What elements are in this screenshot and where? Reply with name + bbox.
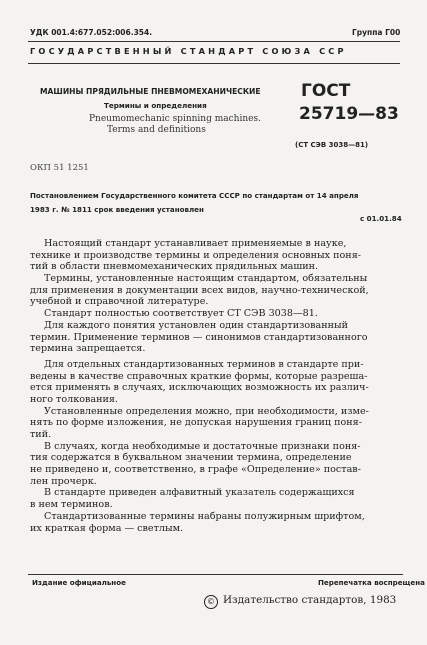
title-ru-main: МАШИНЫ ПРЯДИЛЬНЫЕ ПНЕВМОМЕХАНИЧЕСКИЕ (40, 87, 261, 96)
reprint-notice: Перепечатка воспрещена (318, 578, 425, 587)
body-line: Для отдельных стандартизованных терминов в стандарте при- (44, 358, 364, 370)
top-rule (28, 41, 400, 42)
gost-number: 25719—83 (299, 104, 399, 124)
body-line: ведены в качестве справочных краткие формы, которые разреша- (30, 370, 368, 382)
effective-date: с 01.01.84 (360, 214, 402, 223)
body-line: Стандартизованные термины набраны полужирным шрифтом, (44, 510, 365, 522)
body-line: термин. Применение терминов — синонимов стандартизованного (30, 331, 368, 343)
body-line: тия содержатся в буквальном значении термина, определение (30, 452, 352, 464)
title-en-line1: Pneumomechanic spinning machines. (89, 114, 261, 124)
body-line: нять по форме изложения, не допуская нарушения границ поня- (30, 417, 362, 429)
body-line: тий в области пневмомеханических прядильных машин. (30, 261, 319, 273)
publisher-text: Издательство стандартов, 1983 (223, 594, 397, 606)
title-en-line2: Terms and definitions (107, 125, 206, 135)
body-line: Стандарт полностью соответствует СТ СЭВ 3038—81. (44, 308, 318, 320)
edition-label: Издание официальное (32, 578, 126, 587)
body-line: технике и производстве термины и определения основных поня- (30, 249, 361, 261)
group-code: Группа Г00 (352, 28, 401, 37)
body-line: Для каждого понятия установлен один стандартизованный (44, 319, 349, 331)
body-line: учебной и справочной литературе. (30, 296, 209, 308)
standard-title: ГОСУДАРСТВЕННЫЙ СТАНДАРТ СОЮЗА ССР (30, 46, 347, 56)
title-ru-sub: Термины и определения (104, 101, 207, 110)
body-text (30, 238, 406, 534)
copyright-line (204, 594, 396, 609)
body-line: в нем терминов. (30, 499, 113, 511)
title-rule (28, 63, 400, 64)
body-line: не приведено и, соответственно, в графе «Определение» постав- (30, 464, 361, 476)
body-line: В стандарте приведен алфавитный указатель содержащихся (44, 487, 355, 499)
body-line: их краткая форма — светлым. (30, 522, 184, 534)
body-line: Настоящий стандарт устанавливает применяемые в науке, (44, 238, 347, 249)
udk-code: УДК 001.4:677.052:006.354. (30, 28, 153, 37)
st-sev-ref: (СТ СЭВ 3038—81) (295, 141, 369, 149)
body-line: Термины, установленные настоящим стандартом, обязательны (44, 273, 368, 285)
body-line: ного толкования. (30, 393, 118, 405)
decree-line1: Постановлением Государственного комитета СССР по стандартам от 14 апреля (30, 191, 359, 200)
okp-code: ОКП 51 1251 (30, 163, 89, 173)
body-line: лен прочерк. (30, 475, 97, 487)
body-line: термина запрещается. (30, 343, 146, 355)
decree-line2: 1983 г. № 1811 срок введения установлен (30, 205, 204, 214)
body-line: ется применять в случаях, исключающих возможность их различ- (30, 382, 369, 394)
body-line: тий. (30, 429, 52, 440)
copyright-icon: © (204, 595, 218, 609)
gost-label: ГОСТ (301, 81, 351, 101)
footer-rule (28, 574, 403, 575)
body-line: для применения в документации всех видов, научно-технической, (30, 284, 369, 296)
body-line: Установленные определения можно, при необходимости, изме- (44, 405, 369, 417)
body-line: В случаях, когда необходимые и достаточные признаки поня- (44, 440, 361, 452)
